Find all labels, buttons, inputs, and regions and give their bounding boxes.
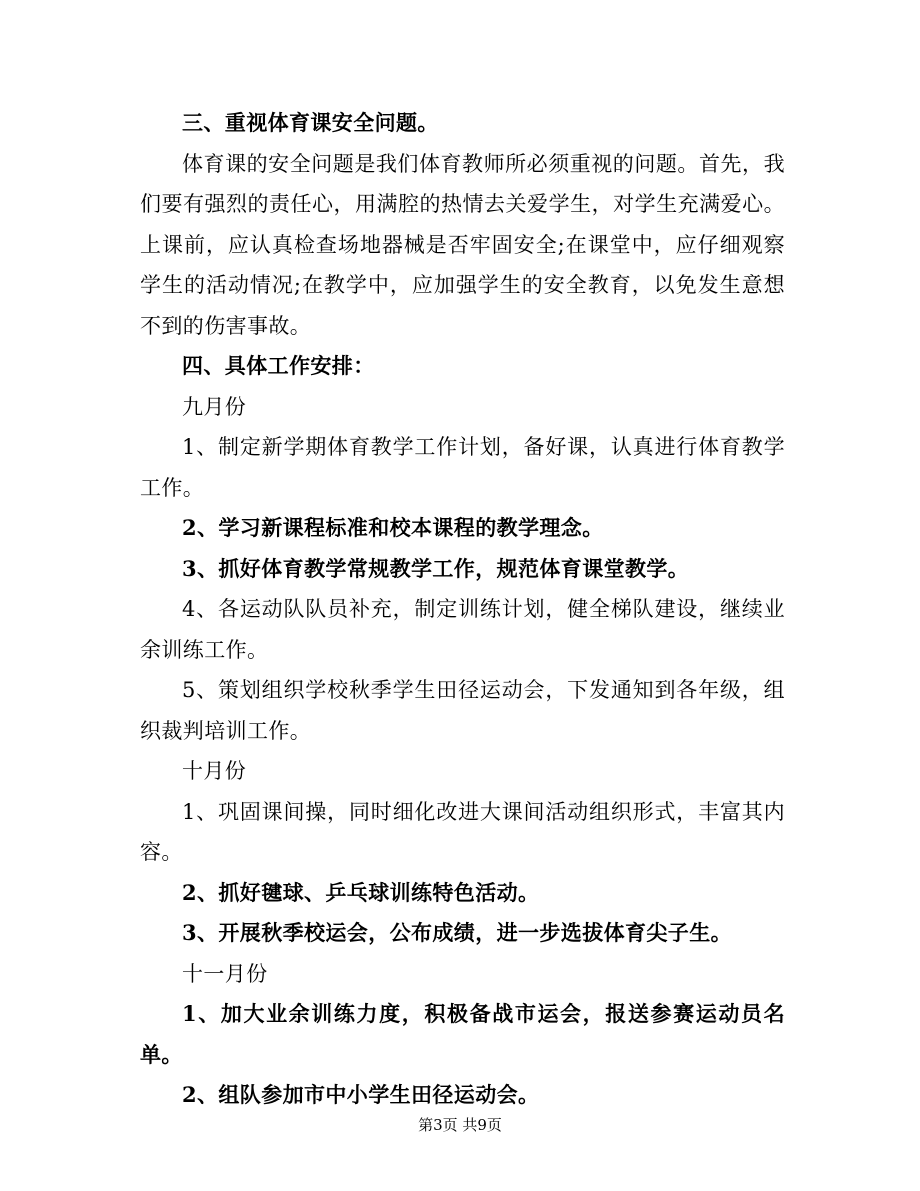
list-item: 5、策划组织学校秋季学生田径运动会，下发通知到各年级，组织裁判培训工作。 xyxy=(140,678,785,743)
section-heading-schedule: 四、具体工作安排： xyxy=(182,353,375,378)
paragraph-safety-body: 体育课的安全问题是我们体育教师所必须重视的问题。首先，我们要有强烈的责任心，用满腔的热情去关爱学生，对学生充满爱心。上课前，应认真检查场地器械是否牢固安全;在课堂中，应仔细观察学生的活动情况;在教学中，应加强学生的安全教育，以免发生意想不到的伤害事故。 xyxy=(140,151,785,338)
list-item: 3、开展秋季校运会，公布成绩，进一步选拔体育尖子生。 xyxy=(182,920,733,945)
list-item: 4、各运动队队员补充，制定训练计划，健全梯队建设，继续业余训练工作。 xyxy=(140,597,785,662)
section-heading-safety: 三、重视体育课安全问题。 xyxy=(182,110,439,135)
document-body xyxy=(140,103,785,1116)
list-item: 1、制定新学期体育教学工作计划，备好课，认真进行体育教学工作。 xyxy=(140,435,785,500)
list-item: 1、加大业余训练力度，积极备战市运会，报送参赛运动员名单。 xyxy=(140,1001,785,1067)
list-item: 2、抓好毽球、乒乓球训练特色活动。 xyxy=(182,879,540,905)
list-item: 3、抓好体育教学常规教学工作，规范体育课堂教学。 xyxy=(182,555,690,581)
list-item: 2、学习新课程标准和校本课程的教学理念。 xyxy=(182,515,604,540)
month-heading-november: 十一月份 xyxy=(182,961,268,986)
month-heading-september: 九月份 xyxy=(182,394,247,419)
list-item: 1、巩固课间操，同时细化改进大课间活动组织形式，丰富其内容。 xyxy=(140,799,785,864)
list-item: 2、组队参加市中小学生田径运动会。 xyxy=(182,1082,540,1107)
page-number: 第3页 共9页 xyxy=(418,1116,502,1134)
month-heading-october: 十月份 xyxy=(182,759,247,783)
